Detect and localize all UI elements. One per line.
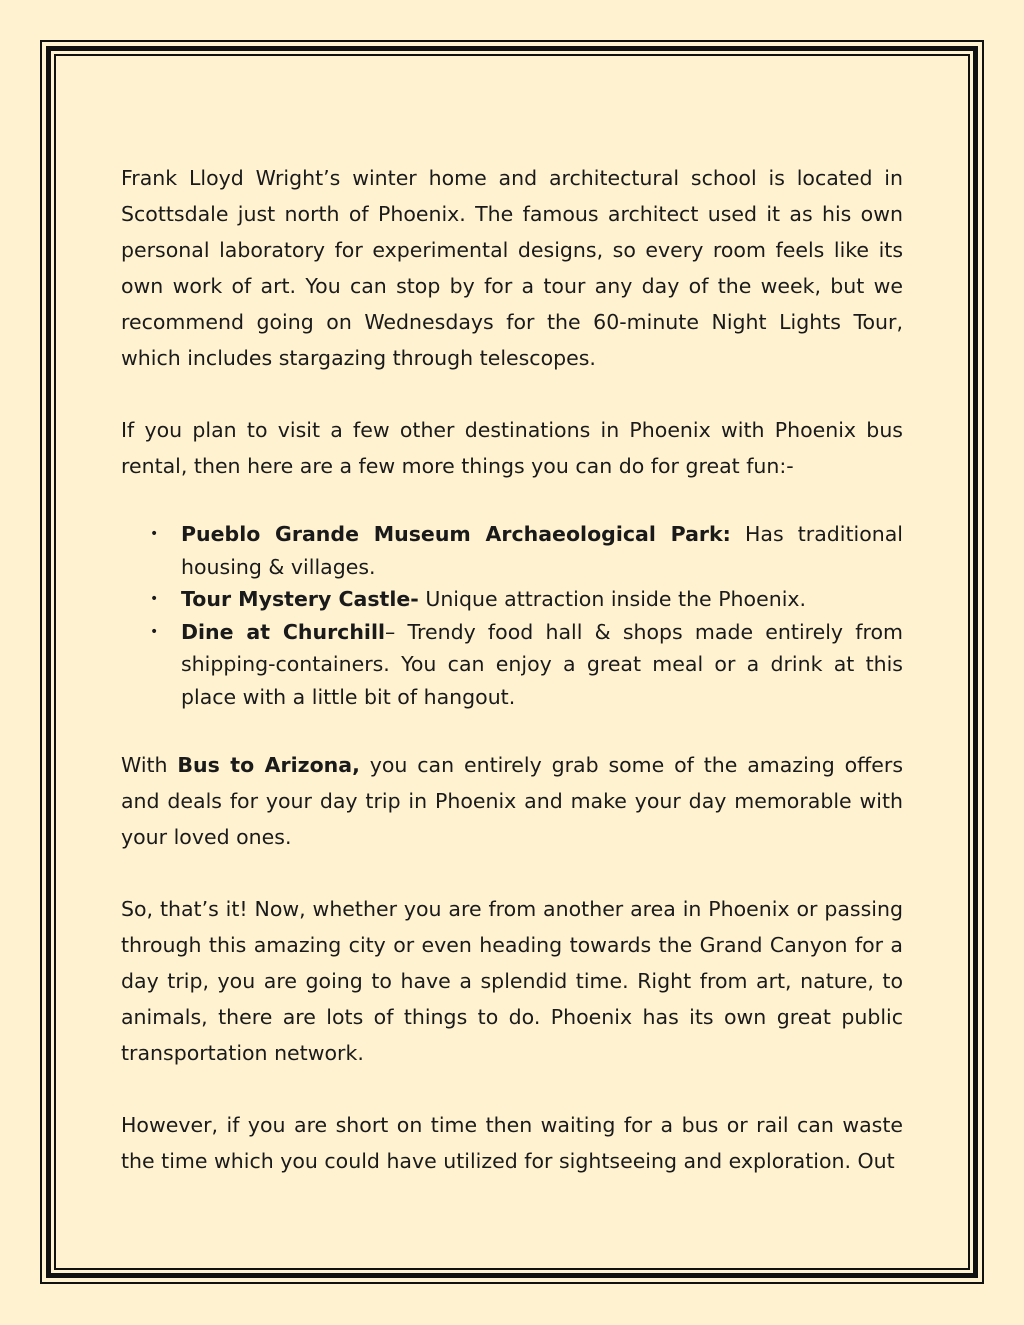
paragraph-prefix: With (121, 753, 178, 777)
list-item-title: Tour Mystery Castle- (181, 587, 419, 611)
list-item-title: Pueblo Grande Museum Archaeological Park: (181, 522, 731, 546)
brand-name: Bus to Arizona, (177, 753, 360, 777)
bullet-icon: • (150, 623, 159, 640)
paragraph-text: you can entirely grab some of the amazing offers and deals for your day trip in Phoenix and make your day memorable with your loved ones. (121, 753, 904, 849)
list-item-text: – Trendy food hall & shops made entirely from shipping-containers. You can enjoy a great meal or a drink at this place with a little bit of hangout. (181, 619, 903, 709)
paragraph-bus-rental-intro: If you plan to visit a few other destinations in Phoenix with Phoenix bus rental, then here are a few more things you can do for great fun:- (121, 418, 903, 478)
list-item (150, 583, 903, 616)
paragraph-taliesin: Frank Lloyd Wright’s winter home and architectural school is located in Scottsdale just north of Phoenix. The famous architect used it as his own personal laboratory for experimental designs, so every room feels like its own work of art. You can stop by for a tour any day of the week, but we recommend going on Wednesdays for the 60-minute Night Lights Tour, which includes stargazing through telescopes. (121, 166, 903, 370)
document-body (121, 160, 903, 1179)
list-item-text: Has traditional housing & villages. (181, 522, 904, 579)
paragraph-short-on-time: However, if you are short on time then waiting for a bus or rail can waste the time which you could have utilized for sightseeing and exploration. Out (121, 1113, 903, 1173)
bullet-icon: • (150, 591, 159, 607)
list-item-title: Dine at Churchill (181, 619, 386, 644)
list-item (150, 518, 904, 583)
attractions-list (121, 518, 903, 713)
paragraph-summary: So, that’s it! Now, whether you are from another area in Phoenix or passing through this amazing city or even heading towards the Grand Canyon for a day trip, you are going to have a splendid time. Right from art, nature, to animals, there are lots of things to do. Phoenix has its own great public transportation network. (121, 897, 903, 1065)
bullet-icon: • (150, 526, 159, 542)
list-item-text: Unique attraction inside the Phoenix. (418, 587, 807, 611)
paragraph-bus-to-arizona (121, 747, 903, 855)
list-item (150, 616, 903, 714)
